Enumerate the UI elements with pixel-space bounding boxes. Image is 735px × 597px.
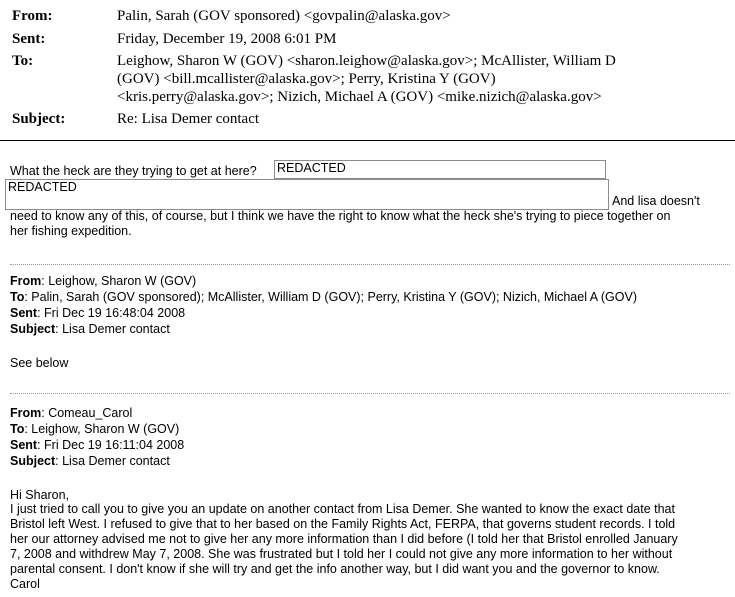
fwd2-to-value: : Leighow, Sharon W (GOV)	[24, 422, 180, 436]
fwd2-sent-value: : Fri Dec 19 16:11:04 2008	[37, 438, 185, 452]
fwd2-from-label: From	[10, 406, 42, 420]
fwd2-sent	[10, 438, 184, 454]
fwd2-body-line-1: I just tried to call you to give you an update on another contact from Lisa Demer. She wanted to know the exact date that	[10, 502, 675, 516]
fwd1-from	[10, 274, 196, 290]
fwd2-from	[10, 406, 132, 422]
fwd2-subject-value: : Lisa Demer contact	[55, 454, 170, 468]
fwd1-sent	[10, 306, 185, 322]
header-divider	[0, 140, 735, 141]
redaction-box-2: REDACTED	[5, 179, 609, 210]
fwd1-sent-value: : Fri Dec 19 16:48:04 2008	[37, 306, 186, 320]
fwd1-to-value: : Palin, Sarah (GOV sponsored); McAllister, William D (GOV); Perry, Kristina Y (GOV); Nizich, Michael A (GOV)	[24, 290, 637, 304]
fwd2-subject	[10, 454, 170, 470]
fwd2-subject-label: Subject	[10, 454, 56, 468]
fwd1-from-label: From	[10, 274, 42, 288]
fwd1-body: See below	[10, 356, 69, 370]
subject-label: Subject:	[12, 111, 66, 127]
to-value-line3: <kris.perry@alaska.gov>; Nizich, Michael A (GOV) <mike.nizich@alaska.gov>	[117, 89, 602, 105]
sent-label: Sent:	[12, 31, 46, 47]
to-label: To:	[12, 53, 34, 69]
sent-value: Friday, December 19, 2008 6:01 PM	[117, 31, 337, 47]
separator-1	[10, 264, 730, 265]
from-label: From:	[12, 8, 53, 24]
fwd2-body-line-3: her our attorney advised me not to give her any more information than I did before (I told her that Bristol enrolled January	[10, 532, 678, 546]
fwd2-body-line-2: Bristol left West. I refused to give that to her based on the Family Rights Act, FERPA, that governs student records. I told	[10, 517, 676, 531]
reply-line-4: her fishing expedition.	[10, 224, 132, 238]
redaction-box-1: REDACTED	[274, 160, 606, 179]
reply-line-3: need to know any of this, of course, but I think we have the right to know what the heck she's trying to piece together on	[10, 209, 671, 223]
reply-line-1: What the heck are they trying to get at here?	[10, 164, 257, 178]
separator-2	[10, 393, 730, 394]
fwd2-signature: Carol	[10, 577, 40, 591]
fwd2-to	[10, 422, 179, 438]
to-value-line2: (GOV) <bill.mcallister@alaska.gov>; Perry, Kristina Y (GOV)	[117, 71, 496, 87]
fwd2-sent-label: Sent	[10, 438, 38, 452]
fwd1-from-value: : Leighow, Sharon W (GOV)	[41, 274, 197, 288]
fwd2-body-line-5: parental consent. I don't know if she will try and get the info another way, but I did want you and the governor to know.	[10, 562, 660, 576]
from-value: Palin, Sarah (GOV sponsored) <govpalin@alaska.gov>	[117, 8, 451, 24]
fwd1-to-label: To	[10, 290, 25, 304]
fwd1-subject	[10, 322, 170, 338]
fwd1-subject-value: : Lisa Demer contact	[55, 322, 170, 336]
fwd1-subject-label: Subject	[10, 322, 56, 336]
fwd2-to-label: To	[10, 422, 25, 436]
subject-value: Re: Lisa Demer contact	[117, 111, 260, 127]
fwd2-body-line-4: 7, 2008 and withdrew May 7, 2008. She was frustrated but I told her I could not give any more information to her without	[10, 547, 673, 561]
fwd2-greeting: Hi Sharon,	[10, 488, 70, 502]
to-value-line1: Leighow, Sharon W (GOV) <sharon.leighow@alaska.gov>; McAllister, William D	[117, 53, 616, 69]
fwd2-from-value: : Comeau_Carol	[41, 406, 133, 420]
fwd1-sent-label: Sent	[10, 306, 38, 320]
fwd1-to	[10, 290, 637, 306]
reply-line-2-tail: And lisa doesn't	[612, 194, 700, 208]
